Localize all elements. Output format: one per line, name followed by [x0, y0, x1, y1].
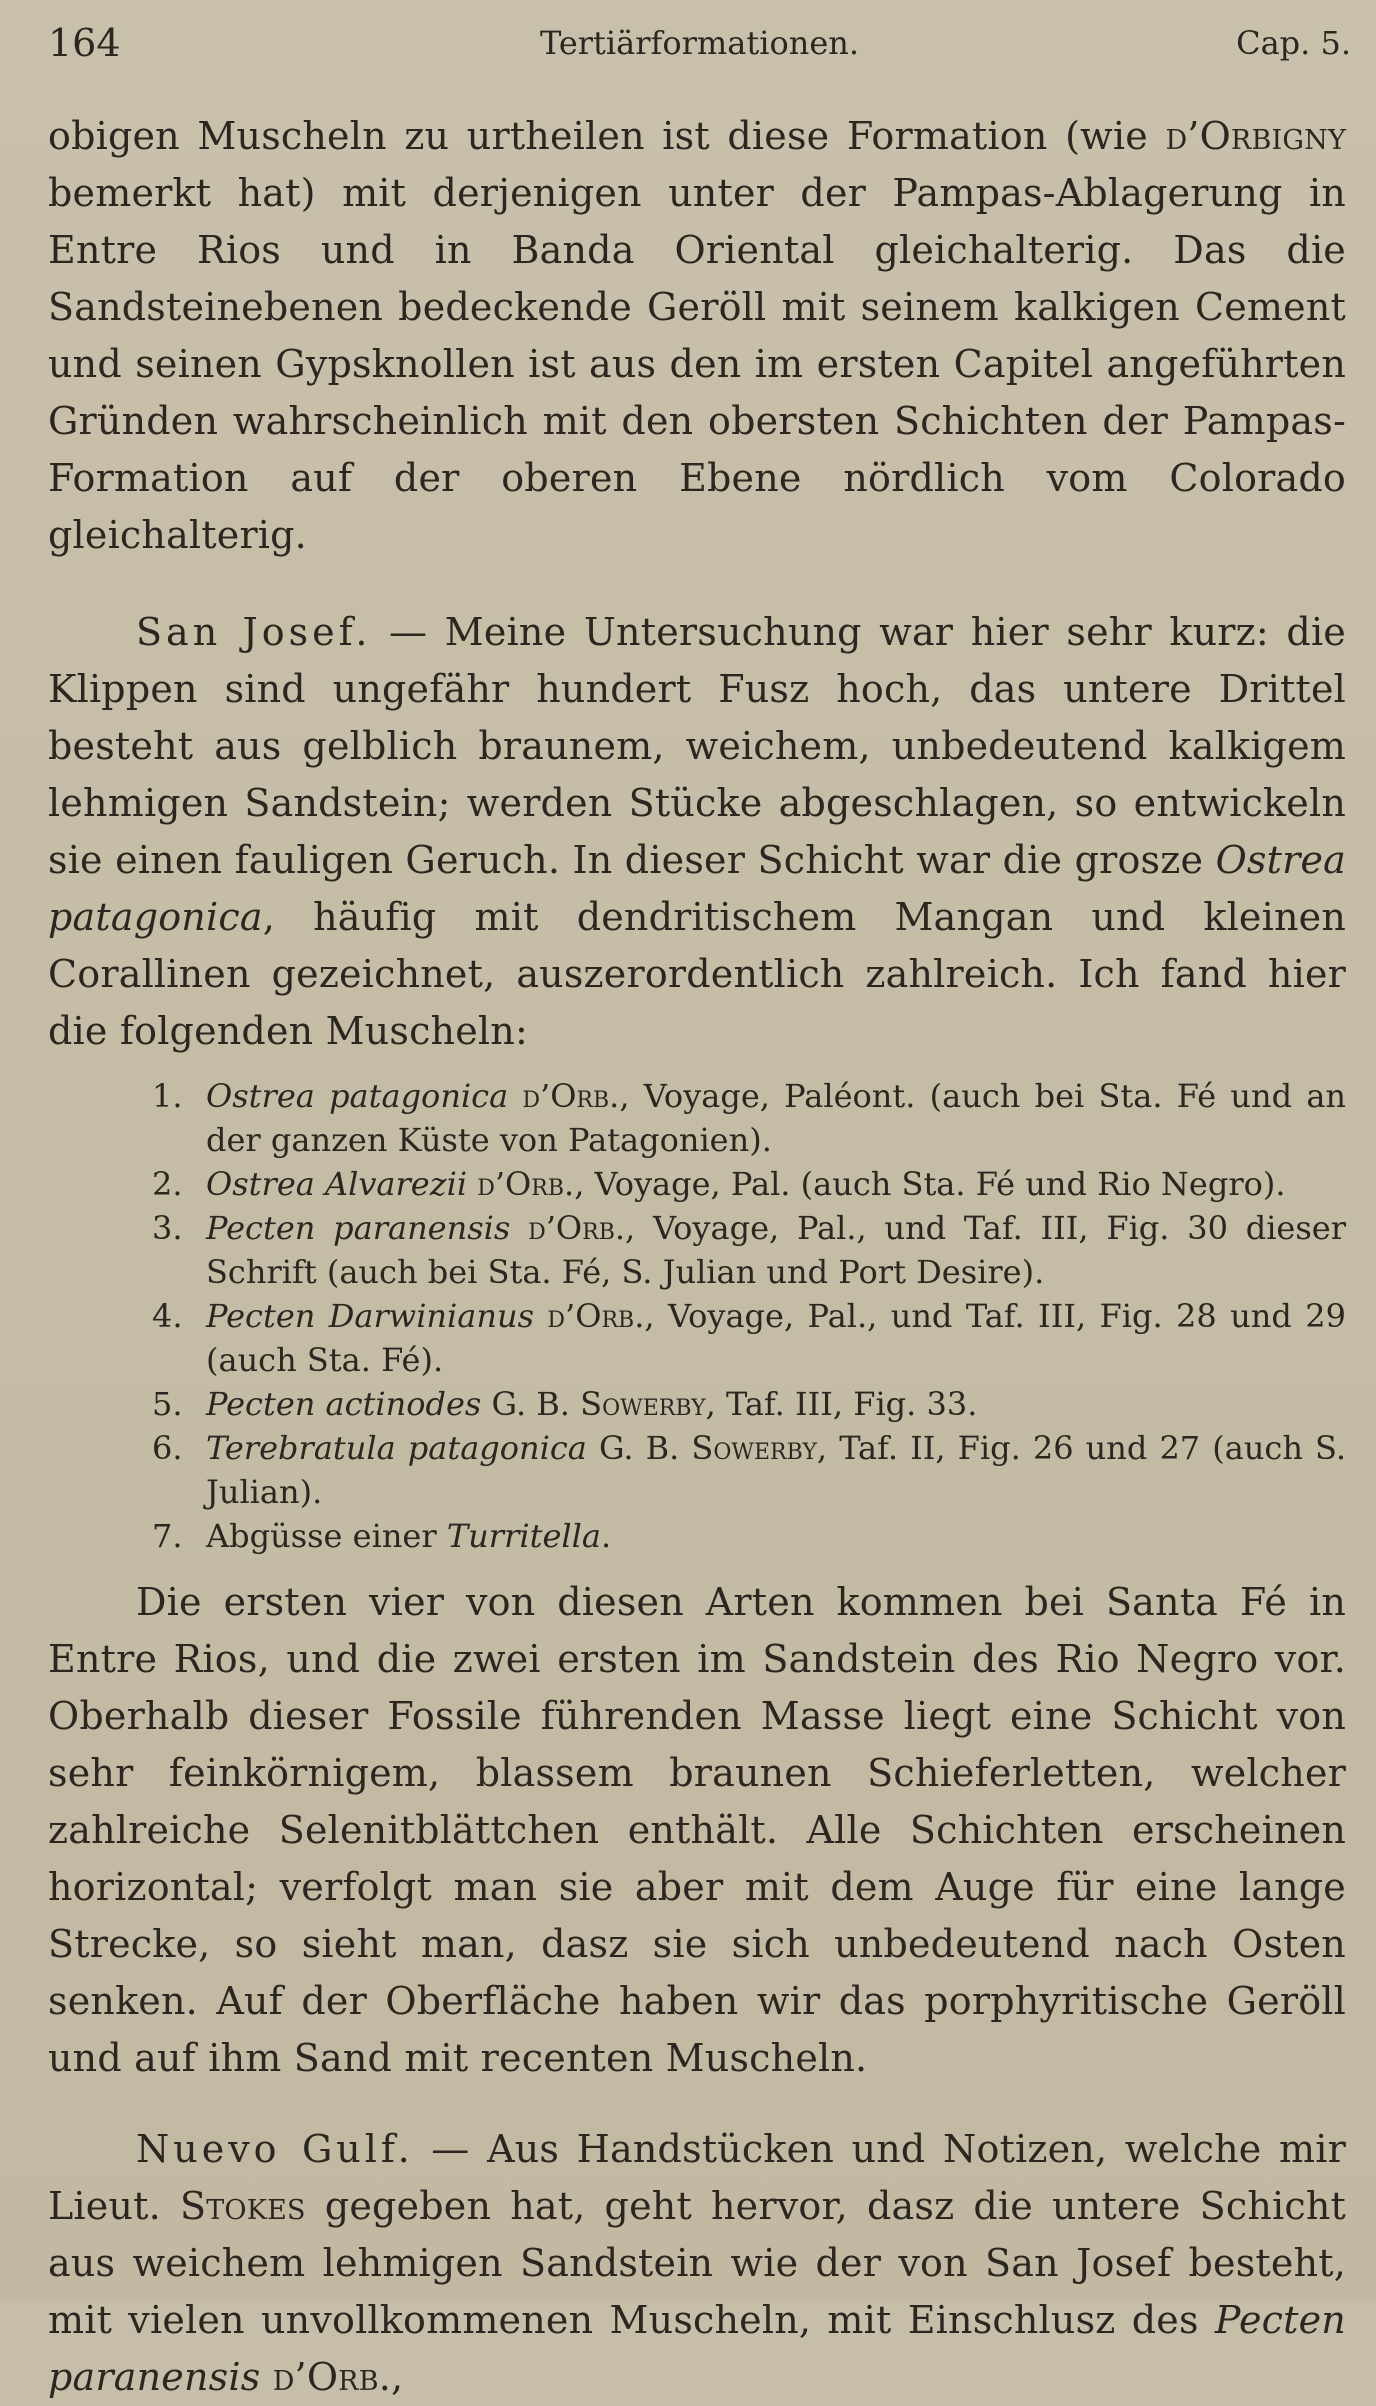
- running-title: Tertiärformationen.: [539, 24, 860, 62]
- author-name: d’Orb.: [477, 1165, 575, 1203]
- paragraph-nuevo-gulf: [48, 2121, 1346, 2406]
- list-item: [48, 1206, 1346, 1294]
- list-number: 6.: [152, 1429, 183, 1467]
- list-item: [48, 1294, 1346, 1382]
- text-run: gegeben hat, geht hervor, dasz die untere Schicht aus weichem lehmigen Sandstein wie der von San Josef besteht, mit vielen unvollkommenen Muscheln, mit Einschlusz des: [48, 2184, 1347, 2342]
- list-number: 2.: [152, 1165, 183, 1203]
- list-number: 4.: [152, 1297, 183, 1335]
- author-name: G. B. Sowerby: [491, 1385, 706, 1423]
- fossil-list: [48, 1074, 1346, 1558]
- species-name: Ostrea patagonica: [48, 838, 1346, 939]
- page-body: [48, 108, 1346, 2406]
- reference-text: , Taf. II, Fig. 26 und 27 (auch S. Julian).: [206, 1429, 1346, 1511]
- list-item: [48, 1074, 1346, 1162]
- reference-text: , Voyage, Pal. (auch Sta. Fé und Rio Negro).: [574, 1165, 1286, 1203]
- reference-text: , Voyage, Paléont. (auch bei Sta. Fé und an der ganzen Küste von Patagonien).: [206, 1077, 1346, 1159]
- author-name: d’Orb.: [272, 2355, 392, 2399]
- paragraph-species-discussion: Die ersten vier von diesen Arten kommen bei Santa Fé in Entre Rios, und die zwei ersten im Sandstein des Rio Negro vor. Oberhalb dieser Fossile führenden Masse liegt eine Schicht von sehr feinkörnigem, blassem braunen Schieferletten, welcher zahlreiche Selenitblättchen enthält. Alle Schichten erscheinen horizontal; verfolgt man sie aber mit dem Auge für eine lange Strecke, so sieht man, dasz sie sich unbedeutend nach Osten senken. Auf der Oberfläche haben wir das porphyritische Geröll und auf ihm Sand mit recenten Muscheln.: [48, 1580, 1346, 2080]
- text-run: bemerkt hat) mit derjenigen unter der Pampas-Ablagerung in Entre Rios und in Banda Oriental gleichalterig. Das die Sandsteinebenen bedeckende Geröll mit seinem kalkigen Cement und seinen Gypsknollen ist aus den im ersten Capitel angeführten Gründen wahrscheinlich mit den obersten Schichten der Pampas-Formation auf der oberen Ebene nördlich vom Colorado gleichalterig.: [48, 171, 1346, 557]
- list-number: 5.: [152, 1385, 183, 1423]
- author-name: d’Orb.: [528, 1209, 626, 1247]
- list-number: 3.: [152, 1209, 183, 1247]
- list-item: [48, 1382, 1346, 1426]
- reference-text: , Voyage, Pal., und Taf. III, Fig. 28 und 29 (auch Sta. Fé).: [206, 1297, 1347, 1379]
- species-name: Turritella: [446, 1517, 601, 1555]
- author-name: d’Orb.: [547, 1297, 645, 1335]
- text-run: , häufig mit dendritischem Mangan und kleinen Corallinen gezeichnet, auszerordentlich zahlreich. Ich fand hier die folgenden Muscheln:: [48, 895, 1346, 1053]
- text-run: — Aus Handstücken und Notizen, welche mir Lieut.: [48, 2127, 1346, 2228]
- list-item: [48, 1162, 1346, 1206]
- list-number: 1.: [152, 1077, 183, 1115]
- text-run: [260, 2355, 272, 2399]
- reference-text: .: [600, 1517, 612, 1555]
- species-name: Pecten paranensis: [48, 2298, 1346, 2399]
- author-name: G. B. Sowerby: [598, 1429, 817, 1467]
- reference-text: , Voyage, Pal., und Taf. III, Fig. 30 dieser Schrift (auch bei Sta. Fé, S. Julian und Port Desire).: [206, 1209, 1347, 1291]
- section-place-name: Nuevo Gulf.: [136, 2127, 414, 2171]
- author-name: d’Orb.: [522, 1077, 620, 1115]
- chapter-label: Cap. 5.: [1236, 24, 1351, 62]
- text-run: obigen Muscheln zu urtheilen ist diese Formation (wie: [48, 114, 1166, 158]
- species-name: Pecten Darwinianus: [206, 1297, 534, 1335]
- species-name: Ostrea Alvarezii: [206, 1165, 468, 1203]
- page-number: 164: [48, 21, 121, 65]
- person-name: Stokes: [179, 2184, 306, 2228]
- list-number: 7.: [152, 1517, 183, 1555]
- section-place-name: San Josef.: [136, 610, 372, 654]
- text-run: ,: [391, 2355, 404, 2399]
- text-run: — Meine Untersuchung war hier sehr kurz: die Klippen sind ungefähr hundert Fusz hoch, das untere Drittel besteht aus gelblich braunem, weichem, unbedeutend kalkigem lehmigen Sandstein; werden Stücke abgeschlagen, so entwickeln sie einen fauligen Geruch. In dieser Schicht war die grosze: [48, 610, 1346, 882]
- paragraph-continuation: [48, 108, 1346, 564]
- species-name: Ostrea patagonica: [206, 1077, 509, 1115]
- reference-text: , Taf. III, Fig. 33.: [705, 1385, 978, 1423]
- list-item: [48, 1426, 1346, 1514]
- paragraph-san-josef: [48, 604, 1346, 1060]
- page-header: [48, 18, 1351, 68]
- species-name: Pecten paranensis: [206, 1209, 511, 1247]
- list-item: [48, 1514, 1346, 1558]
- species-name: Pecten actinodes: [206, 1385, 482, 1423]
- author-name: d’Orbigny: [1165, 114, 1346, 158]
- text-run: Abgüsse einer: [206, 1517, 447, 1555]
- species-name: Terebratula patagonica: [206, 1429, 587, 1467]
